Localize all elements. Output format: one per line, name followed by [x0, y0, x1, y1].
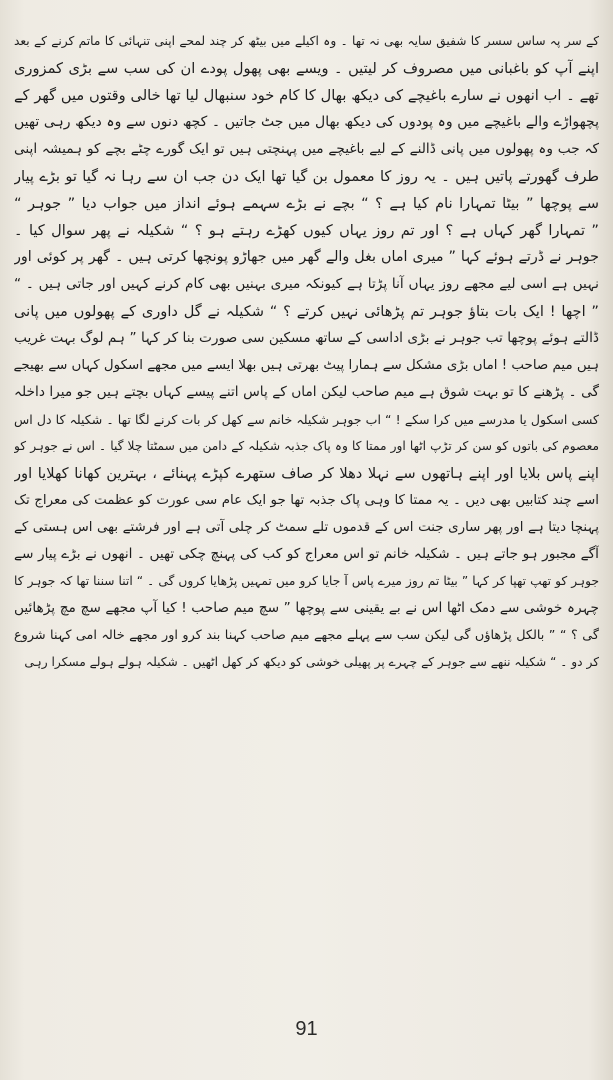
- text-line: کے سر پہ ساس سسر کا شفیق سایہ بھی نہ تھا ۔ وہ اکیلے میں بیٹھ کر چند لمحے اپنی تنہائی کا ماتم کرنے کے بعد: [14, 34, 599, 48]
- urdu-text-body: [14, 28, 599, 676]
- text-line: اسے چند کتابیں بھی دیں ۔ یہ ممتا کا وہی پاک جذبہ تھا جو ایک عام سی عورت کو عظمت کی معراج تک: [14, 493, 599, 508]
- text-line: طرف گھورتے پاتیں ہیں ۔ یہ روز کا معمول بن گیا تھا ایک دن جب ان سے رہا نہ گیا تو بڑے پیار: [14, 168, 599, 185]
- text-line: گی ۔ پڑھنے کا تو بہت شوق ہے میم صاحب لیکن اماں کے پاس اتنے پیسے کہاں بچتے ہیں جو میرا داخلہ: [14, 384, 599, 400]
- text-line: کسی اسکول یا مدرسے میں کرا سکے ! “ اب جوہر شکیلہ خانم سے کھل کر بات کرنے لگا تھا ۔ شکیلہ کا دل اس: [14, 412, 599, 427]
- text-line: چہرہ خوشی سے دمک اٹھا اس نے بے یقینی سے پوچھا ” سچ میم صاحب ! کیا آپ مجھے سچ مچ پڑھائیں: [14, 600, 599, 616]
- text-line: نہیں ہے اسی لیے مجھے روز یہاں آنا پڑتا ہے کیونکہ میری بہنیں بھی کام کرنے کہیں اور جاتی ہیں ۔ “: [14, 276, 599, 292]
- text-line: پہنچا دیتا ہے اور پھر ساری جنت اس کے قدموں تلے سمٹ کر چلی آتی ہے اور فرشتے بھی اس ہستی کے: [14, 520, 599, 535]
- text-line: اپنے آپ کو باغبانی میں مصروف کر لیتیں ۔ ویسے بھی پھول پودے ان کی سب سے بڑی کمزوری: [14, 60, 599, 77]
- text-line: جوہر کو تھپ تھپا کر کہا ” بیٹا تم روز میرے پاس آ جایا کرو میں تمہیں پڑھایا کروں گی ۔ “ اتنا سننا تھا کہ جوہر کا: [14, 574, 599, 588]
- text-line: اپنے پاس بلایا اور اپنے ہاتھوں سے نہلا دھلا کر صاف ستھرے کپڑے پہنائے ، بہترین کھانا کھلایا اور: [14, 465, 599, 482]
- text-line: تھے ۔ اب انھوں نے سارے باغیچے کی دیکھ بھال کا کام خود سنبھال لیا تھا خالی وقتوں میں گھر کے: [14, 87, 599, 104]
- text-line: ہیں میم صاحب ! اماں بڑی مشکل سے ہمارا پیٹ بھرتی ہیں بھلا ایسے میں مجھے اسکول کہاں سے بھیجے: [14, 358, 599, 373]
- text-line: جوہر نے ڈرتے ہوئے کہا ” میری اماں بغل والے گھر میں جھاڑو پونچھا کرتی ہیں ۔ گھر پر کوئی اور: [14, 249, 599, 265]
- text-line: ” اچھا ! ایک بات بتاؤ جوہر تم پڑھائی نہیں کرتے ؟ “ شکیلہ نے گل داوری کے پھولوں میں پانی: [14, 303, 599, 320]
- text-line: ڈالتے ہوئے پوچھا تب جوہر نے بڑی اداسی کے ساتھ مسکین سی صورت بنا کر کہا ” ہم لوگ بہت غریب: [14, 330, 599, 346]
- text-line: پچھواڑے والے باغیچے میں وہ پودوں کی دیکھ بھال میں جٹ جاتیں ۔ کچھ دنوں سے وہ دیکھ رہی تھیں: [14, 114, 599, 130]
- text-line: کر دو ۔ “ شکیلہ ننھے سے جوہر کے چہرے پر پھیلی خوشی کو دیکھ کر کھل اٹھیں ۔ شکیلہ ہولے ہولے مسکرا رہی: [24, 655, 599, 669]
- text-line: گی ؟ “ ” بالکل پڑھاؤں گی لیکن سب سے پہلے مجھے میم صاحب کہنا بند کرو اور مجھے خالہ امی کہنا شروع: [14, 628, 599, 643]
- text-line: معصوم کی باتوں کو سن کر تڑپ اٹھا اور ممتا کا وہ پاک جذبہ شکیلہ کے دامن میں سمٹتا چلا گیا ۔ اس نے جوہر کو: [14, 439, 599, 453]
- text-line: ” تمہارا گھر کہاں ہے ؟ اور تم روز یہاں کیوں کھڑے رہتے ہو ؟ “ شکیلہ نے پھر سوال کیا ۔: [14, 222, 599, 239]
- text-line: آگے مجبور ہو جاتے ہیں ۔ شکیلہ خانم تو اس معراج کو کب کی پہنچ چکی تھیں ۔ انھوں نے بڑے پیار سے: [14, 546, 599, 562]
- page-number: 91: [295, 1018, 318, 1040]
- text-line: سے پوچھا ” بیٹا تمہارا نام کیا ہے ؟ “ بچے نے بڑے سہمے ہوئے انداز میں جواب دیا ” جوہر “: [14, 195, 599, 212]
- text-line: کہ جب وہ پھولوں میں پانی ڈالنے کے لیے باغیچے میں پہنچتی ہیں تو ایک گورے چٹے بچے کو ہمیشہ اپنی: [14, 141, 599, 157]
